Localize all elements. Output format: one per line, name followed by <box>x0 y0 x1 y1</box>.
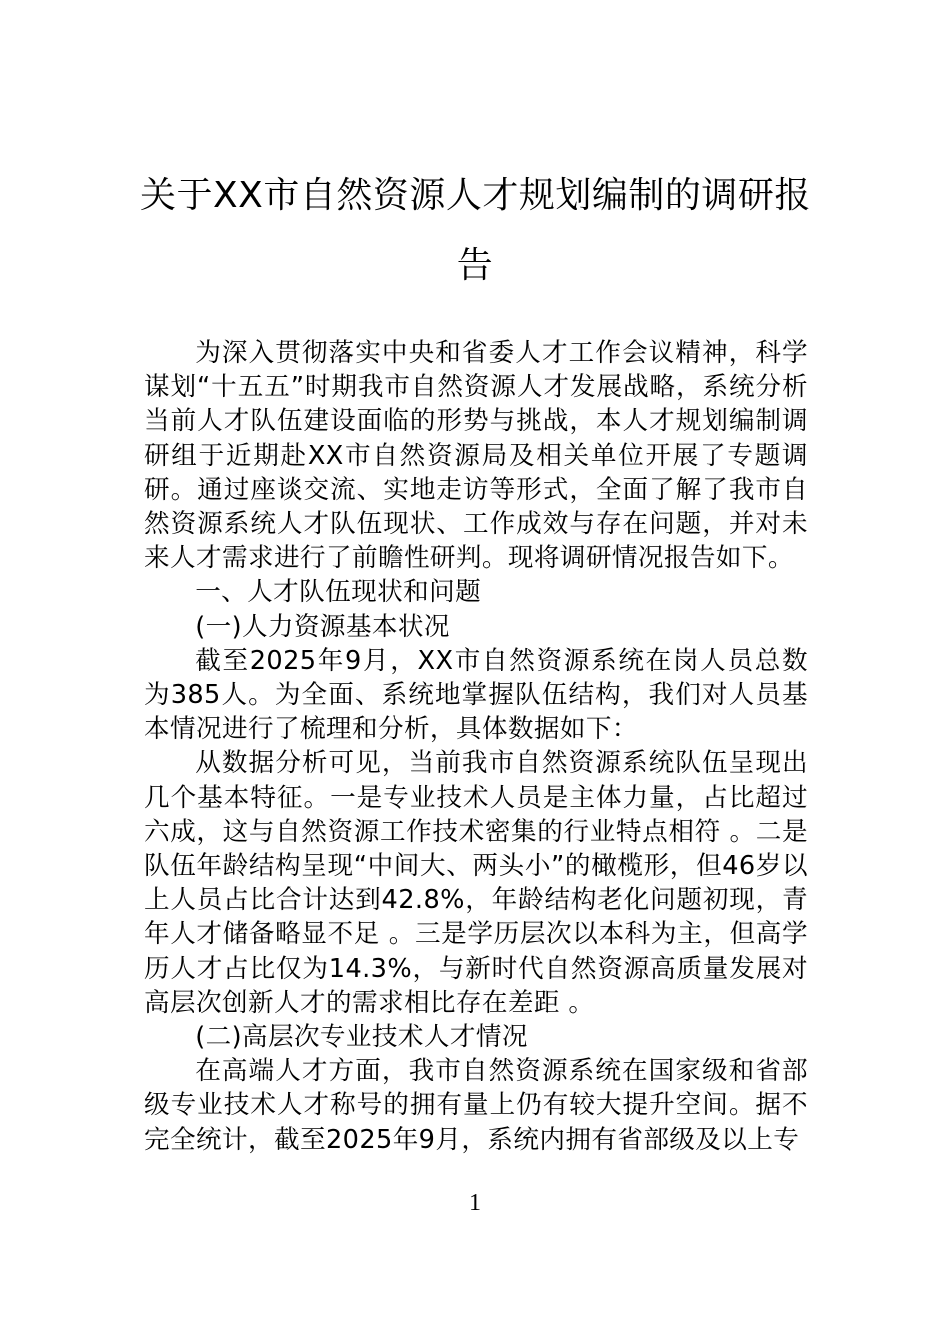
document-title-line-1: 关于XX市自然资源人才规划编制的调研报 <box>140 175 811 216</box>
document-title-line-2: 告 <box>456 245 494 286</box>
page-number: 1 <box>469 1190 481 1216</box>
subsection-heading: (一)人力资源基本状况 <box>195 611 450 642</box>
body-paragraph: 在高端人才方面，我市自然资源系统在国家级和省部级专业技术人才称号的拥有量上仍有较大提升空间。据不完全统计，截至2025年9月，系统内拥有省部级及以上专 <box>144 1056 808 1155</box>
document-body <box>144 336 808 1157</box>
intro-paragraph: 为深入贯彻落实中央和省委人才工作会议精神，科学谋划“十五五”时期我市自然资源人才发展战略，系统分析当前人才队伍建设面临的形势与挑战，本人才规划编制调研组于近期赴XX市自然资源局及相关单位开展了专题调研。通过座谈交流、实地走访等形式，全面了解了我市自然资源系统人才队伍现状、工作成效与存在问题，并对未来人才需求进行了前瞻性研判。现将调研情况报告如下。 <box>144 338 808 574</box>
body-paragraph: 截至2025年9月，XX市自然资源系统在岗人员总数为385人。为全面、系统地掌握队伍结构，我们对人员基本情况进行了梳理和分析，具体数据如下： <box>144 645 808 745</box>
body-paragraph: 从数据分析可见，当前我市自然资源系统队伍呈现出几个基本特征。一是专业技术人员是主体力量，占比超过六成，这与自然资源工作技术密集的行业特点相符 。二是队伍年龄结构呈现“中间大、两头小”的橄榄形，但46岁以上人员占比合计达到42.8%，年龄结构老化问题初现，青年人才储备略显不足 。三是学历层次以本科为主，但高学历人才占比仅为14.3%，与新时代自然资源高质量发展对高层次创新人才的需求相比存在差距 。 <box>144 748 808 1018</box>
subsection-heading: (二)高层次专业技术人才情况 <box>195 1022 528 1053</box>
section-heading: 一、人才队伍现状和问题 <box>195 577 482 608</box>
